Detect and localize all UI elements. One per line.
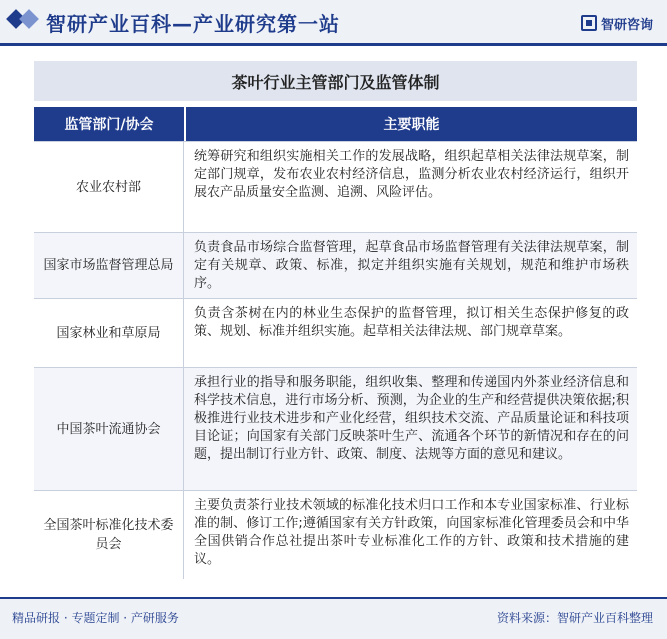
brand-logo [581,13,653,33]
dept-cell: 农业农村部 [34,142,184,232]
column-header-duty: 主要职能 [186,107,637,141]
table-row [34,232,637,298]
footer-services: 精品研报 · 专题定制 · 产研服务 [12,611,179,625]
table-row [34,367,637,490]
dept-cell: 国家林业和草原局 [34,299,184,367]
footer-bar [0,597,667,639]
duty-cell: 负责食品市场综合监督管理，起草食品市场监督管理有关法律法规草案，制定有关规章、政策、标准，拟定并组织实施有关规划，规范和维护市场秩序。 [194,240,629,291]
logo-text: 智研咨询 [600,17,653,33]
logo-icon [581,15,597,31]
column-header-dept: 监管部门/协会 [34,107,186,141]
dept-cell: 国家市场监督管理总局 [34,233,184,298]
table-title: 茶叶行业主管部门及监管体制 [34,61,637,107]
footer-divider [0,597,667,599]
duty-cell: 承担行业的指导和服务职能，组织收集、整理和传递国内外茶业经济信息和科学技术信息，进行市场分析、预测，为企业的生产和经营提供决策依据;积极推进行业技术进步和产业化经营，组织技术交流、产品质量论证和科技项目论证；向国家有关部门反映茶叶生产、流通各个环节的新情况和存在的问题，提出制订行业方针、政策、制度、法规等方面的意见和建议。 [194,375,629,462]
table-row [34,490,637,579]
header-banner [0,0,667,44]
table-row [34,141,637,232]
regulation-table [34,61,637,579]
header-divider [0,43,667,46]
dept-cell: 中国茶叶流通协会 [34,368,184,490]
table-header-row [34,107,637,141]
dept-cell: 全国茶叶标准化技术委员会 [34,491,184,579]
duty-cell: 主要负责茶行业技术领域的标准化技术归口工作和本专业国家标准、行业标准的制、修订工作;遵循国家有关方针政策，向国家标准化管理委员会和中华全国供销合作总社提出茶叶专业标准化工作的方针、政策和技术措施的建议。 [194,498,629,567]
header-title: 智研产业百科—产业研究第一站 [46,12,340,36]
footer-source: 资料来源：智研产业百科整理 [496,611,653,625]
table-row [34,298,637,367]
duty-cell: 负责含茶树在内的林业生态保护的监督管理，拟订相关生态保护修复的政策、规划、标准并组织实施。起草相关法律法规、部门规章草案。 [194,306,629,339]
duty-cell: 统筹研究和组织实施相关工作的发展战略，组织起草相关法律法规草案，制定部门规章，发布农业农村经济信息，监测分析农业农村经济运行，组织开展农产品质量安全监测、追溯、风险评估。 [194,149,629,200]
diamond-icon-secondary [19,9,39,29]
